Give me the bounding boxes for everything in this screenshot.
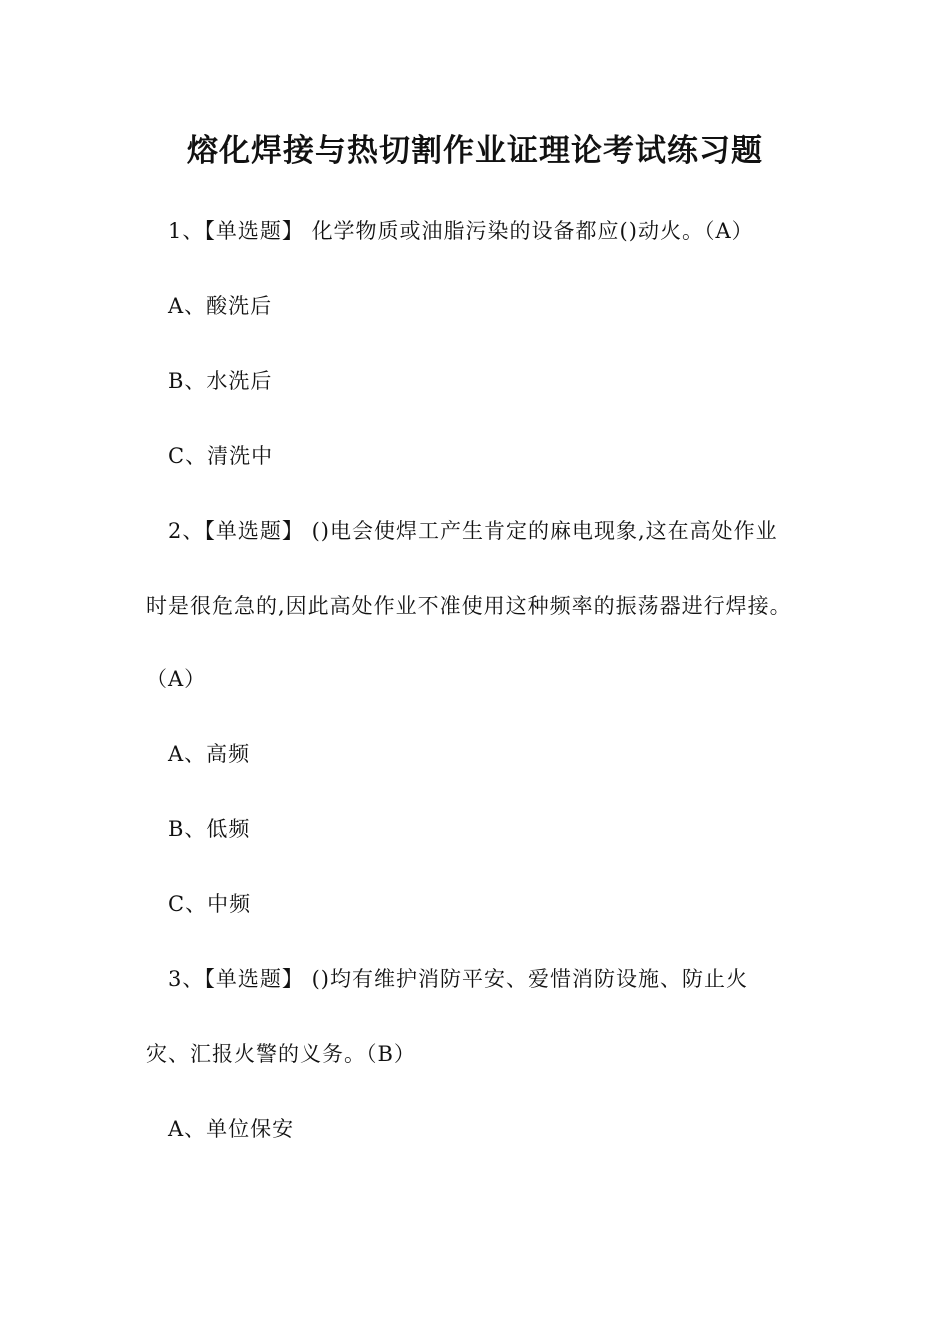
question-1-number: 1、 [168, 219, 205, 243]
question-2-option-a: A、高频 [168, 742, 251, 766]
question-2-text-line-1: ()电会使焊工产生肯定的麻电现象,这在高处作业 [311, 519, 778, 543]
question-1-option-b: B、水洗后 [168, 369, 273, 393]
question-3-option-a: A、单位保安 [168, 1117, 295, 1141]
question-1-text-line-1: 化学物质或油脂污染的设备都应()动火。（A） [311, 219, 754, 243]
question-3-type: 【单选题】 [204, 967, 304, 991]
question-3-stem [168, 964, 748, 994]
question-2-answer: （A） [146, 667, 207, 691]
question-3-text-line-2: 灾、汇报火警的义务。（B） [146, 1042, 416, 1066]
question-3-number: 3、 [168, 967, 205, 991]
question-1-option-a: A、酸洗后 [168, 294, 273, 318]
question-2-text-line-2: 时是很危急的,因此高处作业不准使用这种频率的振荡器进行焊接。 [146, 594, 792, 618]
question-1-stem [168, 216, 754, 246]
question-2-type: 【单选题】 [204, 519, 304, 543]
question-1-option-c: C、清洗中 [168, 444, 274, 468]
question-1-type: 【单选题】 [204, 219, 304, 243]
question-2-option-b: B、低频 [168, 817, 251, 841]
question-2-option-c: C、中频 [168, 892, 252, 916]
question-3-text-line-1: ()均有维护消防平安、爱惜消防设施、防止火 [311, 967, 748, 991]
question-2-stem [168, 516, 778, 546]
page-title: 熔化焊接与热切割作业证理论考试练习题 [187, 133, 763, 169]
question-2-number: 2、 [168, 519, 205, 543]
